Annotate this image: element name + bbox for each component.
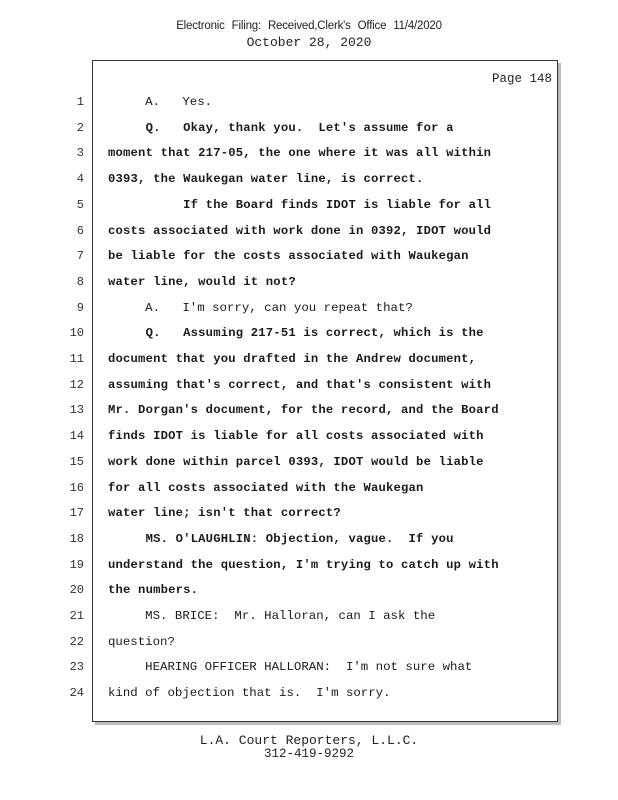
filing-stamp: Electronic Filing: Received,Clerk's Office 11/4/2020 <box>176 20 442 32</box>
line-number: 17 <box>69 506 84 521</box>
line-number: 13 <box>69 403 84 418</box>
footer-company: L.A. Court Reporters, L.L.C. <box>199 733 419 748</box>
line-number: 14 <box>69 429 84 444</box>
transcript-line: document that you drafted in the Andrew document, <box>108 352 477 366</box>
line-number: 16 <box>69 480 84 495</box>
transcript-line: water line, would it not? <box>108 274 296 289</box>
line-number: 8 <box>76 274 84 289</box>
transcript-line: A. I'm sorry, can you repeat that? <box>108 300 413 315</box>
line-number: 6 <box>76 223 84 238</box>
line-number: 23 <box>69 660 84 675</box>
line-number: 18 <box>69 531 84 546</box>
line-number: 9 <box>76 300 84 315</box>
transcript-line: water line; isn't that correct? <box>108 506 341 521</box>
footer-phone: 312-419-9292 <box>263 747 354 761</box>
line-number: 4 <box>76 172 84 187</box>
line-number: 2 <box>76 120 84 135</box>
line-number: 10 <box>69 326 84 341</box>
line-number: 24 <box>69 686 84 701</box>
line-number: 5 <box>76 197 84 212</box>
line-number: 3 <box>76 146 84 161</box>
transcript-line: Mr. Dorgan's document, for the record, and the Board <box>108 403 499 418</box>
transcript-line: 0393, the Waukegan water line, is correct. <box>108 172 424 187</box>
line-number: 7 <box>76 249 84 264</box>
transcript-line: for all costs associated with the Waukegan <box>108 480 424 495</box>
transcript-line: kind of objection that is. I'm sorry. <box>108 686 391 701</box>
transcript-line: If the Board finds IDOT is liable for all <box>108 197 492 212</box>
transcript-line: moment that 217-05, the one where it was all within <box>108 146 492 161</box>
line-number: 15 <box>69 454 84 469</box>
line-number: 20 <box>69 583 84 598</box>
transcript-line: be liable for the costs associated with Waukegan <box>108 249 469 264</box>
transcript-line: HEARING OFFICER HALLORAN: I'm not sure what <box>108 660 473 675</box>
transcript-line: the numbers. <box>108 583 199 598</box>
line-number: 21 <box>69 609 84 623</box>
transcript-line: A. Yes. <box>108 95 213 109</box>
header-date: October 28, 2020 <box>246 35 372 50</box>
transcript-line: understand the question, I'm trying to catch up with <box>108 557 499 572</box>
transcript-line: Q. Assuming 217-51 is correct, which is the <box>108 326 484 341</box>
page-number: Page 148 <box>491 72 552 86</box>
transcript-line: costs associated with work done in 0392, IDOT would <box>108 223 492 238</box>
transcript-line: finds IDOT is liable for all costs associated with <box>108 429 484 444</box>
transcript-line: Q. Okay, thank you. Let's assume for a <box>108 120 454 135</box>
transcript-line: MS. BRICE: Mr. Halloran, can I ask the <box>108 609 436 623</box>
line-number: 22 <box>69 634 84 649</box>
line-number: 19 <box>69 557 84 572</box>
line-number: 12 <box>69 377 84 392</box>
transcript-line: MS. O'LAUGHLIN: Objection, vague. If you <box>108 531 454 546</box>
line-number: 1 <box>76 95 84 109</box>
transcript-line: question? <box>108 634 175 649</box>
line-number: 11 <box>69 352 84 366</box>
transcript-line: assuming that's correct, and that's consistent with <box>108 377 492 392</box>
transcript-line: work done within parcel 0393, IDOT would be liable <box>108 454 484 469</box>
